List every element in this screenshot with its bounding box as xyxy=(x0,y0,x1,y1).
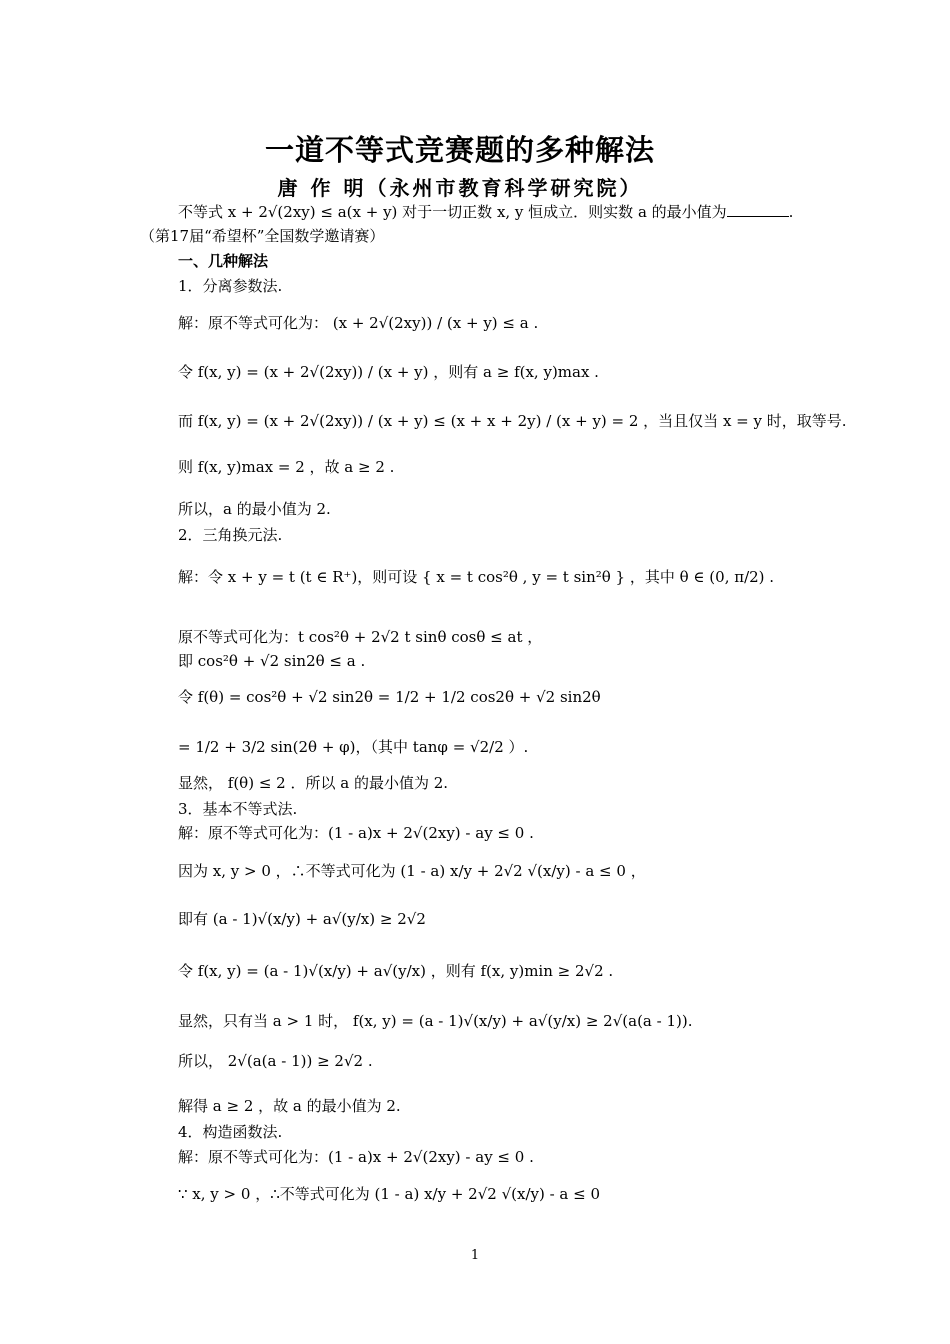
solution-line: 所以，a 的最小值为 2. xyxy=(178,500,331,518)
solution-line: 解：原不等式可化为：(1 - a)x + 2√(2xy) - ay ≤ 0 . xyxy=(178,1148,534,1166)
solution-line: 即 cos²θ + √2 sin2θ ≤ a . xyxy=(178,652,366,670)
solution-line: 原不等式可化为：t cos²θ + 2√2 t sinθ cosθ ≤ at ， xyxy=(178,628,543,646)
solution-line: 解：原不等式可化为：(1 - a)x + 2√(2xy) - ay ≤ 0 . xyxy=(178,824,534,842)
page-number: 1 xyxy=(470,1248,480,1263)
solution-line: 所以， 2√(a(a - 1)) ≥ 2√2 . xyxy=(178,1052,373,1070)
solution-line: 令 f(θ) = cos²θ + √2 sin2θ = 1/2 + 1/2 cos2θ + √2 sin2θ xyxy=(178,688,601,706)
solution-line: 解：原不等式可化为： (x + 2√(2xy)) / (x + y) ≤ a . xyxy=(178,314,539,332)
answer-blank xyxy=(727,202,789,217)
problem-statement: 不等式 x + 2√(2xy) ≤ a(x + y) 对于一切正数 x, y 恒成立．则实数 a 的最小值为 . xyxy=(178,203,794,221)
method-heading: 2．三角换元法. xyxy=(178,526,283,544)
method-heading: 4．构造函数法. xyxy=(178,1123,283,1141)
solution-line: 而 f(x, y) = (x + 2√(2xy)) / (x + y) ≤ (x + x + 2y) / (x + y) = 2 ，当且仅当 x = y 时，取等号. xyxy=(178,412,847,430)
solution-line: ∵ x, y > 0 ，∴不等式可化为 (1 - a) x/y + 2√2 √(x/y) - a ≤ 0 xyxy=(178,1185,601,1203)
solution-line: = 1/2 + 3/2 sin(2θ + φ)，（其中 tanφ = √2/2 ）. xyxy=(178,738,529,756)
solution-line: 令 f(x, y) = (x + 2√(2xy)) / (x + y) ，则有 a ≥ f(x, y)max . xyxy=(178,363,599,381)
solution-line: 显然，只有当 a > 1 时， f(x, y) = (a - 1)√(x/y) + a√(y/x) ≥ 2√(a(a - 1)). xyxy=(178,1012,693,1030)
solution-line: 因为 x, y > 0 ，∴不等式可化为 (1 - a) x/y + 2√2 √(x/y) - a ≤ 0 ， xyxy=(178,862,646,880)
solution-line: 即有 (a - 1)√(x/y) + a√(y/x) ≥ 2√2 xyxy=(178,910,426,928)
solution-line: 解得 a ≥ 2 ，故 a 的最小值为 2. xyxy=(178,1097,401,1115)
solution-line: 显然， f(θ) ≤ 2 ．所以 a 的最小值为 2. xyxy=(178,774,449,792)
section-heading: 一、几种解法 xyxy=(178,252,269,270)
problem-source: （第17届“希望杯”全国数学邀请赛） xyxy=(140,227,385,245)
method-heading: 1．分离参数法. xyxy=(178,277,283,295)
solution-line: 则 f(x, y)max = 2 ，故 a ≥ 2 . xyxy=(178,458,395,476)
solution-line: 令 f(x, y) = (a - 1)√(x/y) + a√(y/x) ，则有 f(x, y)min ≥ 2√2 . xyxy=(178,962,614,980)
solution-line: 解：令 x + y = t (t ∈ R⁺)，则可设 { x = t cos²θ , y = t sin²θ } ，其中 θ ∈ (0, π/2) . xyxy=(178,568,775,586)
article-title: 一道不等式竞赛题的多种解法 xyxy=(264,133,655,167)
method-heading: 3．基本不等式法. xyxy=(178,800,298,818)
author-line: 唐 作 明（永州市教育科学研究院） xyxy=(277,176,643,200)
